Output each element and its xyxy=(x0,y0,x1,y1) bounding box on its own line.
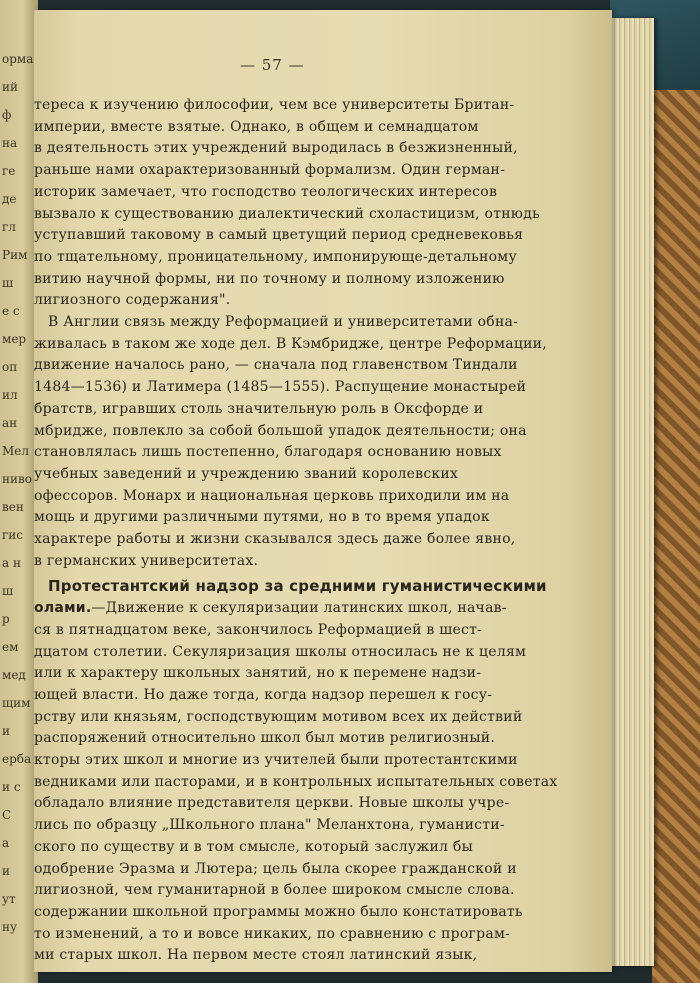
text-line: рству или князьям, господствующим мотивом всех их действий xyxy=(34,708,523,725)
text-line: Протестантский надзор за средними гуманистическими xyxy=(48,577,547,596)
text-line: ведниками или пасторами, и в контрольных испытательных советах xyxy=(34,773,558,790)
left-page-fragment: ниво xyxy=(2,472,32,486)
left-page-fragment: ерба xyxy=(2,752,32,766)
left-page-fragment: ут xyxy=(2,892,16,906)
text-line: то изменений, а то и вовсе никаких, по сравнению с програм- xyxy=(34,925,511,942)
left-page-fragment: и xyxy=(2,864,10,878)
left-page-fragment: ш xyxy=(2,276,14,290)
left-page-fragment: на xyxy=(2,136,18,150)
text-line: лигиозного содержания". xyxy=(34,292,231,309)
text-line: распоряжений относительно школ был мотив религиозный. xyxy=(34,730,496,747)
page-number: — 57 — xyxy=(240,56,305,74)
background-wicker xyxy=(652,90,700,983)
text-line: ского по существу и в том смысле, который заслужил бы xyxy=(34,838,473,855)
left-page-fragment: и xyxy=(2,724,10,738)
text-line: уступавший таковому в самый цветущий период средневековья xyxy=(34,227,524,244)
left-page-fragment: ий xyxy=(2,80,18,94)
text-line: дцатом столетии. Секуляризация школы относилась не к целям xyxy=(34,643,527,660)
text-line: характере работы и жизни сказывался здесь даже более явно, xyxy=(34,531,516,547)
text-line: тереса к изучению философии, чем все университеты Британ- xyxy=(34,97,515,113)
previous-page-edge xyxy=(0,0,38,983)
text-line: по тщательному, проницательному, импонирующе-детальному xyxy=(34,248,517,265)
text-line: движение началось рано, — сначала под главенством Тиндали xyxy=(34,357,518,374)
text-line: 1484—1536) и Латимера (1485—1555). Распущение монастырей xyxy=(34,379,527,396)
text-line: офессоров. Монарх и национальная церковь приходили им на xyxy=(34,487,510,504)
left-page-fragment: ем xyxy=(2,640,19,654)
text-line: вызвало к существованию диалектический схоластицизм, отнюдь xyxy=(34,205,540,222)
left-page-fragment: ил xyxy=(2,388,18,402)
left-page-fragment: а xyxy=(2,836,10,850)
section-heading-continuation xyxy=(34,599,507,617)
text-line: обладало влияние представителя церкви. Новые школы учре- xyxy=(34,795,510,812)
section-heading-end: олами. xyxy=(34,600,92,617)
left-page-fragment: Мел xyxy=(2,444,30,458)
text-line: или к характеру школьных занятий, но к перемене надзи- xyxy=(34,665,482,682)
text-line: раньше нами охарактеризованный формализм. Один герман- xyxy=(34,162,506,179)
left-page-fragment: ф xyxy=(2,108,12,122)
text-line: историк замечает, что господство теологических интересов xyxy=(34,183,498,200)
text-line: ся в пятнадцатом веке, закончилось Реформацией в шест- xyxy=(34,621,483,638)
left-page-fragment: орма xyxy=(2,52,34,66)
text-line: в германских университетах. xyxy=(34,552,259,569)
text-line: содержании школьной программы можно было констатировать xyxy=(34,903,523,920)
left-page-fragment: а н xyxy=(2,556,21,570)
text-line: становлялась лишь постепенно, благодаря основанию новых xyxy=(34,444,502,461)
text-line: лигиозной, чем гуманитарной в более широком смысле слова. xyxy=(34,882,515,899)
text-line: ми старых школ. На первом месте стоял латинский язык, xyxy=(34,947,478,964)
text-line: лись по образцу „Школьного плана" Меланхтона, гуманисти- xyxy=(34,817,505,834)
left-page-fragment: мед xyxy=(2,668,26,682)
left-page-fragment: вен xyxy=(2,500,24,514)
left-page-fragment: е с xyxy=(2,304,20,318)
left-page-fragment: оп xyxy=(2,360,18,374)
section-first-line: —Движение к секуляризации латинских школ, начав- xyxy=(91,600,507,617)
left-page-fragment: де xyxy=(2,192,17,206)
left-page-fragment: С xyxy=(2,808,12,822)
text-line: мбридже, повлекло за собой большой упадок деятельности; она xyxy=(34,422,527,439)
text-line: братств, игравших столь значительную роль в Оксфорде и xyxy=(34,400,484,417)
text-line: живалась в таком же ходе дел. В Кэмбридже, центре Реформации, xyxy=(34,335,547,352)
text-line: ющей власти. Но даже тогда, когда надзор перешел к госу- xyxy=(34,686,493,703)
text-line: одобрение Эразма и Лютера; цель была скорее гражданской и xyxy=(34,860,517,877)
left-page-fragment: и с xyxy=(2,780,21,794)
left-page-fragment: ан xyxy=(2,416,18,430)
left-page-fragment: гис xyxy=(2,528,24,542)
left-page-fragment: мер xyxy=(2,332,27,346)
left-page-fragment: р xyxy=(2,612,10,626)
left-page-fragment: гл xyxy=(2,220,16,234)
text-line: В Англии связь между Реформацией и университетами обна- xyxy=(48,314,519,330)
left-page-fragment: Рим xyxy=(2,248,28,262)
text-line: кторы этих школ и многие из учителей были протестантскими xyxy=(34,752,518,768)
text-line: витию научной формы, ни по точному и полному изложению xyxy=(34,270,505,287)
left-page-fragment: ну xyxy=(2,920,18,934)
text-line: в деятельность этих учреждений выродилась в безжизненный, xyxy=(34,140,518,157)
text-line: мощь и другими различными путями, но в то время упадок xyxy=(34,509,490,526)
text-line: империи, вместе взятые. Однако, в общем и семнадцатом xyxy=(34,118,479,135)
left-page-fragment: щим xyxy=(2,696,31,710)
text-line: учебных заведений и учреждению званий королевских xyxy=(34,465,459,482)
left-page-fragment: ге xyxy=(2,164,16,178)
left-page-fragment: ш xyxy=(2,584,14,598)
page-stack-edge xyxy=(612,18,654,966)
